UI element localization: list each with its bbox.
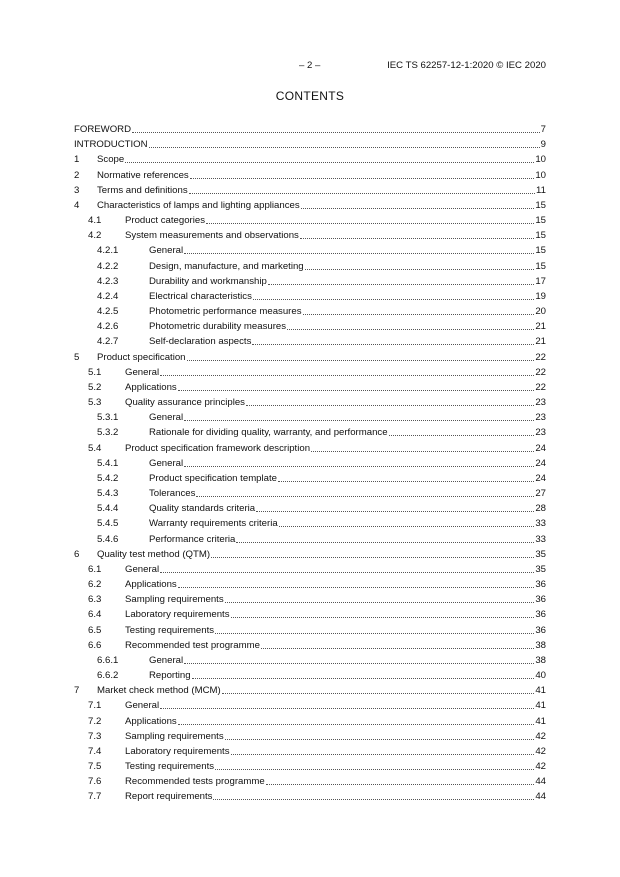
dot-leader xyxy=(222,693,535,694)
toc-entry-number: 5.2 xyxy=(88,381,102,393)
dot-leader xyxy=(256,511,534,512)
toc-entry-page: 41 xyxy=(535,700,546,712)
dot-leader xyxy=(160,708,534,709)
toc-entry-number: 3 xyxy=(74,184,80,196)
toc-entry-number: 4.2.7 xyxy=(97,336,119,348)
toc-entry[interactable] xyxy=(74,351,546,363)
toc-entry[interactable] xyxy=(74,730,546,742)
toc-entry-title: INTRODUCTION xyxy=(74,139,148,151)
toc-entry-number: 5.4.1 xyxy=(97,457,119,469)
toc-entry-title: Applications xyxy=(125,381,177,393)
toc-entry[interactable] xyxy=(74,639,546,651)
toc-entry[interactable] xyxy=(74,260,546,272)
toc-entry[interactable] xyxy=(74,138,546,150)
toc-entry-page: 41 xyxy=(535,685,546,697)
toc-entry-title: Rationale for dividing quality, warranty, and performance xyxy=(149,427,388,439)
toc-entry-page: 7 xyxy=(540,124,546,135)
dot-leader xyxy=(160,572,534,573)
toc-entry[interactable] xyxy=(74,502,546,514)
toc-entry-title: Tolerances xyxy=(149,488,196,500)
document-reference: IEC TS 62257-12-1:2020 © IEC 2020 xyxy=(387,60,546,71)
toc-entry-page: 15 xyxy=(535,260,546,272)
toc-entry-title: General xyxy=(149,654,184,666)
toc-entry[interactable] xyxy=(74,229,546,241)
dot-leader xyxy=(213,799,534,800)
toc-entry[interactable] xyxy=(74,593,546,605)
toc-entry-number: 5.1 xyxy=(88,366,102,378)
toc-entry-page: 36 xyxy=(535,609,546,621)
toc-entry-number: 7.7 xyxy=(88,791,102,803)
dot-leader xyxy=(149,147,540,148)
toc-entry[interactable] xyxy=(74,320,546,332)
toc-entry-number: 7.2 xyxy=(88,715,102,727)
dot-leader xyxy=(187,360,535,361)
toc-entry-page: 36 xyxy=(535,594,546,606)
toc-entry[interactable] xyxy=(74,169,546,181)
toc-entry-number: 4.2.3 xyxy=(97,275,119,287)
dot-leader xyxy=(215,633,534,634)
dot-leader xyxy=(261,648,534,649)
toc-entry-title: Electrical characteristics xyxy=(149,290,252,302)
toc-entry-title: Durability and workmanship xyxy=(149,275,267,287)
dot-leader xyxy=(231,754,535,755)
toc-entry-number: 7.5 xyxy=(88,761,102,773)
toc-entry[interactable] xyxy=(74,381,546,393)
toc-entry-page: 22 xyxy=(535,381,546,393)
toc-entry-title: Quality test method (QTM) xyxy=(97,548,211,560)
toc-entry-page: 44 xyxy=(535,776,546,788)
contents-title: CONTENTS xyxy=(275,89,345,103)
toc-entry-title: Laboratory requirements xyxy=(125,609,230,621)
toc-entry-number: 5.3 xyxy=(88,397,102,409)
toc-entry-page: 42 xyxy=(535,745,546,757)
toc-entry-page: 41 xyxy=(535,715,546,727)
toc-entry-title: Sampling requirements xyxy=(125,594,224,606)
toc-entry-page: 35 xyxy=(535,548,546,560)
toc-entry-number: 2 xyxy=(74,169,80,181)
toc-entry-title: Sampling requirements xyxy=(125,730,224,742)
toc-entry-title: Performance criteria xyxy=(149,533,236,545)
toc-entry-number: 6 xyxy=(74,548,80,560)
dot-leader xyxy=(252,344,534,345)
dot-leader xyxy=(206,223,534,224)
dot-leader xyxy=(266,784,535,785)
toc-entry-title: Product specification xyxy=(97,351,186,363)
toc-entry[interactable] xyxy=(74,624,546,636)
toc-entry[interactable] xyxy=(74,153,546,165)
toc-entry-title: Recommended tests programme xyxy=(125,776,265,788)
toc-entry-title: Applications xyxy=(125,579,177,591)
toc-entry-page: 28 xyxy=(535,503,546,515)
toc-entry-title: General xyxy=(125,366,160,378)
toc-entry-number: 5.3.2 xyxy=(97,427,119,439)
dot-leader xyxy=(192,678,535,679)
toc-entry-number: 5.4.2 xyxy=(97,472,119,484)
toc-entry-number: 4.2.2 xyxy=(97,260,119,272)
dot-leader xyxy=(125,162,534,163)
toc-entry-number: 5.4.5 xyxy=(97,518,119,530)
toc-entry-number: 6.5 xyxy=(88,624,102,636)
toc-entry[interactable] xyxy=(74,396,546,408)
toc-entry-title: Self-declaration aspects xyxy=(149,336,252,348)
dot-leader xyxy=(305,269,535,270)
toc-entry[interactable] xyxy=(74,199,546,211)
toc-entry-title: Terms and definitions xyxy=(97,184,188,196)
dot-leader xyxy=(225,739,535,740)
dot-leader xyxy=(178,587,535,588)
toc-entry[interactable] xyxy=(74,608,546,620)
toc-entry-title: Scope xyxy=(97,154,125,166)
toc-entry-page: 35 xyxy=(535,563,546,575)
dot-leader xyxy=(231,617,535,618)
toc-entry-page: 36 xyxy=(535,624,546,636)
dot-leader xyxy=(301,208,535,209)
toc-entry[interactable] xyxy=(74,654,546,666)
toc-entry-page: 24 xyxy=(535,457,546,469)
toc-entry-title: Product categories xyxy=(125,215,205,227)
toc-entry-page: 33 xyxy=(535,518,546,530)
dot-leader xyxy=(160,375,534,376)
toc-entry-page: 17 xyxy=(535,275,546,287)
toc-entry[interactable] xyxy=(74,426,546,438)
toc-entry-title: Quality standards criteria xyxy=(149,503,256,515)
toc-entry-title: System measurements and observations xyxy=(125,230,299,242)
toc-entry[interactable] xyxy=(74,715,546,727)
toc-entry-number: 5 xyxy=(74,351,80,363)
toc-entry[interactable] xyxy=(74,442,546,454)
toc-entry[interactable] xyxy=(74,533,546,545)
toc-entry-title: Quality assurance principles xyxy=(125,397,245,409)
toc-entry-number: 6.6 xyxy=(88,639,102,651)
toc-entry[interactable] xyxy=(74,760,546,772)
toc-entry[interactable] xyxy=(74,335,546,347)
toc-entry-page: 23 xyxy=(535,412,546,424)
toc-entry-page: 19 xyxy=(535,290,546,302)
toc-entry-title: Market check method (MCM) xyxy=(97,685,221,697)
toc-entry-page: 23 xyxy=(535,427,546,439)
dot-leader xyxy=(268,284,534,285)
toc-entry-page: 38 xyxy=(535,639,546,651)
toc-entry-page: 24 xyxy=(535,472,546,484)
toc-entry-title: General xyxy=(149,245,184,257)
toc-entry-number: 6.6.1 xyxy=(97,654,119,666)
toc-entry-page: 42 xyxy=(535,761,546,773)
toc-entry-title: Characteristics of lamps and lighting appliances xyxy=(97,199,300,211)
toc-entry-page: 33 xyxy=(535,533,546,545)
toc-entry[interactable] xyxy=(74,214,546,226)
dot-leader xyxy=(178,724,535,725)
toc-entry-page: 22 xyxy=(535,351,546,363)
toc-entry[interactable] xyxy=(74,790,546,802)
toc-entry[interactable] xyxy=(74,275,546,287)
toc-entry-title: Product specification framework description xyxy=(125,442,311,454)
toc-entry-number: 7.1 xyxy=(88,700,102,712)
dot-leader xyxy=(389,435,535,436)
toc-entry-page: 40 xyxy=(535,670,546,682)
toc-entry-number: 7 xyxy=(74,685,80,697)
toc-entry-number: 5.4.3 xyxy=(97,488,119,500)
toc-entry-number: 5.3.1 xyxy=(97,412,119,424)
toc-entry-page: 22 xyxy=(535,366,546,378)
toc-entry-title: General xyxy=(149,457,184,469)
toc-entry-number: 5.4 xyxy=(88,442,102,454)
toc-entry-number: 4 xyxy=(74,199,80,211)
toc-entry[interactable] xyxy=(74,669,546,681)
toc-entry[interactable] xyxy=(74,366,546,378)
toc-entry-page: 15 xyxy=(535,215,546,227)
dot-leader xyxy=(311,451,534,452)
toc-entry-page: 15 xyxy=(535,199,546,211)
dot-leader xyxy=(253,299,534,300)
dot-leader xyxy=(215,769,534,770)
toc-entry-page: 24 xyxy=(535,442,546,454)
toc-entry-title: Testing requirements xyxy=(125,624,215,636)
dot-leader xyxy=(278,481,534,482)
toc-entry[interactable] xyxy=(74,123,546,135)
toc-entry-page: 44 xyxy=(535,791,546,803)
toc-entry-title: Product specification template xyxy=(149,472,277,484)
toc-entry-number: 5.4.4 xyxy=(97,503,119,515)
toc-entry-title: General xyxy=(149,412,184,424)
toc-entry-number: 1 xyxy=(74,154,80,166)
toc-entry-number: 5.4.6 xyxy=(97,533,119,545)
toc-entry-number: 7.4 xyxy=(88,745,102,757)
toc-entry-number: 7.3 xyxy=(88,730,102,742)
toc-entry-number: 6.6.2 xyxy=(97,670,119,682)
toc-entry[interactable] xyxy=(74,548,546,560)
page-number: – 2 – xyxy=(299,60,321,71)
toc-entry[interactable] xyxy=(74,411,546,423)
toc-entry-number: 4.2.6 xyxy=(97,321,119,333)
dot-leader xyxy=(132,132,540,133)
toc-entry-title: Design, manufacture, and marketing xyxy=(149,260,304,272)
toc-entry[interactable] xyxy=(74,244,546,256)
toc-entry[interactable] xyxy=(74,775,546,787)
dot-leader xyxy=(189,193,535,194)
toc-entry-page: 20 xyxy=(535,306,546,318)
dot-leader xyxy=(178,390,535,391)
dot-leader xyxy=(225,602,535,603)
toc-entry-title: Report requirements xyxy=(125,791,213,803)
toc-entry-title: Normative references xyxy=(97,169,189,181)
toc-entry-number: 6.4 xyxy=(88,609,102,621)
toc-entry-page: 38 xyxy=(535,654,546,666)
toc-entry-title: Laboratory requirements xyxy=(125,745,230,757)
dot-leader xyxy=(190,178,535,179)
toc-entry-title: Reporting xyxy=(149,670,191,682)
dot-leader xyxy=(211,557,534,558)
toc-entry-title: Photometric performance measures xyxy=(149,306,302,318)
dot-leader xyxy=(184,466,534,467)
toc-entry-title: Photometric durability measures xyxy=(149,321,287,333)
toc-entry-number: 6.2 xyxy=(88,579,102,591)
toc-entry-number: 6.3 xyxy=(88,594,102,606)
toc-entry[interactable] xyxy=(74,699,546,711)
toc-entry-page: 15 xyxy=(535,245,546,257)
toc-entry-number: 4.1 xyxy=(88,215,102,227)
toc-entry[interactable] xyxy=(74,517,546,529)
toc-entry-title: Testing requirements xyxy=(125,761,215,773)
toc-entry[interactable] xyxy=(74,578,546,590)
toc-entry-number: 4.2.4 xyxy=(97,290,119,302)
toc-entry-title: Applications xyxy=(125,715,177,727)
toc-entry-page: 10 xyxy=(535,169,546,181)
toc-entry[interactable] xyxy=(74,457,546,469)
dot-leader xyxy=(303,314,535,315)
toc-entry-title: Recommended test programme xyxy=(125,639,260,651)
toc-entry[interactable] xyxy=(74,745,546,757)
toc-entry[interactable] xyxy=(74,563,546,575)
dot-leader xyxy=(287,329,534,330)
toc-entry[interactable] xyxy=(74,684,546,696)
dot-leader xyxy=(300,238,534,239)
toc-entry-number: 7.6 xyxy=(88,776,102,788)
toc-entry-page: 9 xyxy=(540,139,546,151)
toc-entry-page: 15 xyxy=(535,230,546,242)
toc-entry-page: 36 xyxy=(535,579,546,591)
page-header xyxy=(0,60,620,74)
toc-entry-page: 10 xyxy=(535,154,546,166)
toc-entry-title: FOREWORD xyxy=(74,124,132,135)
toc-entry-page: 27 xyxy=(535,488,546,500)
toc-entry-title: General xyxy=(125,563,160,575)
toc-entry-title: Warranty requirements criteria xyxy=(149,518,278,530)
toc-entry[interactable] xyxy=(74,290,546,302)
toc-entry-page: 23 xyxy=(535,397,546,409)
toc-entry[interactable] xyxy=(74,305,546,317)
toc-entry[interactable] xyxy=(74,184,546,196)
toc-entry-page: 11 xyxy=(536,184,546,196)
dot-leader xyxy=(184,420,534,421)
toc-entry[interactable] xyxy=(74,472,546,484)
toc-entry-number: 4.2.1 xyxy=(97,245,119,257)
toc-entry-page: 21 xyxy=(535,321,546,333)
toc-entry[interactable] xyxy=(74,487,546,499)
dot-leader xyxy=(246,405,534,406)
dot-leader xyxy=(184,663,534,664)
dot-leader xyxy=(279,526,535,527)
dot-leader xyxy=(236,542,534,543)
toc-entry-number: 4.2 xyxy=(88,230,102,242)
toc-entry-title: General xyxy=(125,700,160,712)
toc-entry-number: 6.1 xyxy=(88,563,102,575)
dot-leader xyxy=(184,253,534,254)
toc-entry-page: 42 xyxy=(535,730,546,742)
toc-entry-number: 4.2.5 xyxy=(97,306,119,318)
dot-leader xyxy=(196,496,534,497)
toc-entry-page: 21 xyxy=(535,336,546,348)
